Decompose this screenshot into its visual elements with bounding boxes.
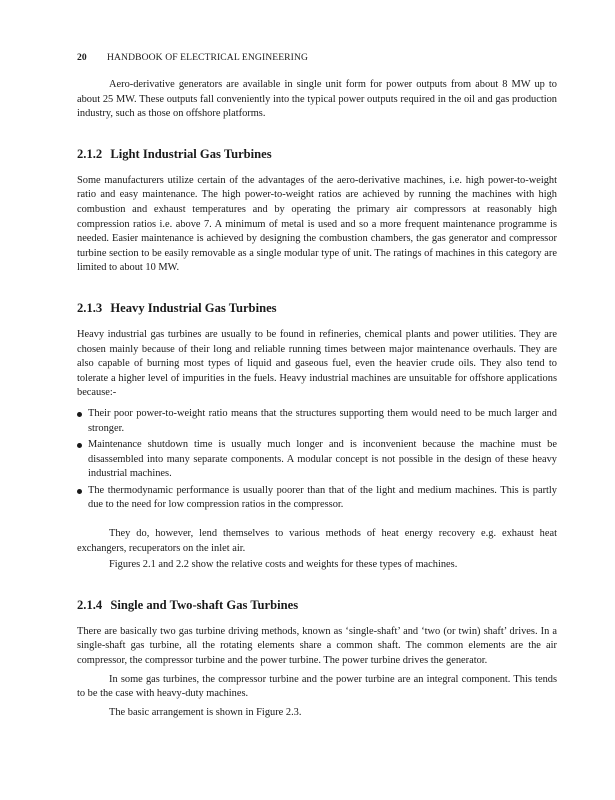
section-2-1-4-paragraph-2: In some gas turbines, the compressor turbine and the power turbine are an integral component. This tends to be the case with heavy-duty machines. xyxy=(77,673,557,700)
list-item: Maintenance shutdown time is usually much longer and is inconvenient because the machine must be disassembled into many separate components. A modular concept is not possible in the design of these heavy industrial machines. xyxy=(77,438,557,482)
section-title: Light Industrial Gas Turbines xyxy=(110,146,272,161)
section-2-1-4-paragraph: There are basically two gas turbine driving methods, known as ‘single-shaft’ and ‘two (or twin) shaft’ drives. In a single-shaft gas turbine, all the rotating elements share a common shaft. The common elements are the air compressor, the compressor turbine and the power turbine. The power turbine drives the generator. xyxy=(77,625,557,667)
bullet-icon xyxy=(77,443,82,448)
section-number: 2.1.3 xyxy=(77,300,103,315)
book-title: HANDBOOK OF ELECTRICAL ENGINEERING xyxy=(107,52,309,63)
page-number: 20 xyxy=(77,52,87,63)
section-title: Heavy Industrial Gas Turbines xyxy=(110,300,277,315)
section-heading-2-1-4 xyxy=(77,597,557,613)
running-head xyxy=(77,52,557,64)
section-2-1-3-paragraph-3: Figures 2.1 and 2.2 show the relative costs and weights for these types of machines. xyxy=(109,559,458,571)
section-title: Single and Two-shaft Gas Turbines xyxy=(110,597,299,612)
section-2-1-3-paragraph-2: They do, however, lend themselves to various methods of heat energy recovery e.g. exhaust heat exchangers, recuperators on the inlet air. xyxy=(77,528,557,554)
bullet-icon xyxy=(77,412,82,417)
page xyxy=(77,52,557,720)
list-item: The thermodynamic performance is usually poorer than that of the light and medium machines. This is partly due to the need for low compression ratios in the compressor. xyxy=(77,484,557,513)
section-2-1-4-paragraph-3: The basic arrangement is shown in Figure 2.3. xyxy=(109,706,302,718)
section-2-1-3-paragraph: Heavy industrial gas turbines are usually to be found in refineries, chemical plants and power utilities. They are chosen mainly because of their long and reliable running times between major maintenance overhauls. They are also capable of burning most types of liquid and gaseous fuel, even the heavier crude oils. They also tend to tolerate a higher level of impurities in the fuels. Heavy industrial machines are unsuitable for offshore applications because:- xyxy=(77,328,557,399)
section-heading-2-1-2 xyxy=(77,146,557,162)
section-heading-2-1-3 xyxy=(77,300,557,316)
list-item: Their poor power-to-weight ratio means that the structures supporting them would need to be much larger and stronger. xyxy=(77,407,557,436)
bullet-list xyxy=(77,407,557,513)
bullet-icon xyxy=(77,489,82,494)
intro-paragraph: Aero-derivative generators are available in single unit form for power outputs from about 8 MW up to about 25 MW. These outputs fall conveniently into the typical power outputs required in the oil and gas production industry, such as those on offshore platforms. xyxy=(77,79,557,120)
section-number: 2.1.2 xyxy=(77,146,103,161)
section-number: 2.1.4 xyxy=(77,597,103,612)
section-2-1-2-paragraph: Some manufacturers utilize certain of the advantages of the aero-derivative machines, i.e. high power-to-weight ratio and easy maintenance. The high power-to-weight ratios are achieved by running the machines with high combustion and exhaust temperatures and by operating the primary air compressors at reasonably high compression ratios i.e. above 7. A minimum of metal is used and so a more frequent maintenance programme is needed. Easier maintenance is achieved by designing the combustion chambers, the gas generator and compressor turbine section to be easily removable as a single modular type of unit. The ratings of machines in this category are limited to about 10 MW. xyxy=(77,174,557,274)
